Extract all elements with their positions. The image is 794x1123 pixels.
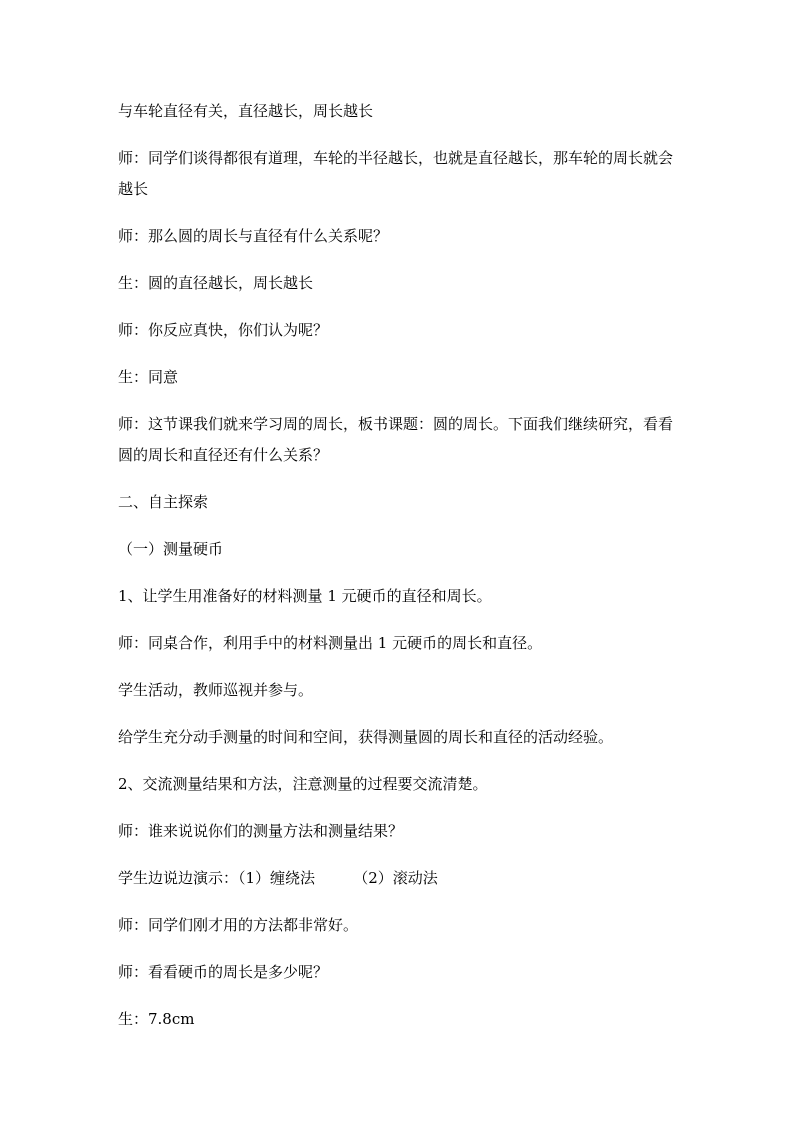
document-body [118,96,683,1051]
paragraph-text: 学生边说边演示：（1）缠绕法 （2）滚动法 [118,869,438,887]
paragraph-text: 师：同桌合作，利用手中的材料测量出 1 元硬币的周长和直径。 [118,634,543,652]
paragraph-text: 师：你反应真快，你们认为呢？ [118,321,329,339]
paragraph-text: 师：看看硬币的周长是多少呢？ [118,963,329,981]
paragraph-text: 学生活动，教师巡视并参与。 [118,681,314,699]
paragraph-text: 师：同学们刚才用的方法都非常好。 [118,916,359,934]
paragraph-text: 给学生充分动手测量的时间和空间，获得测量圆的周长和直径的活动经验。 [118,728,614,746]
paragraph-text: 师：谁来说说你们的测量方法和测量结果？ [118,822,404,840]
paragraph-text: 生：同意 [118,368,179,386]
paragraph-text: 师：同学们谈得都很有道理，车轮的半径越长，也就是直径越长，那车轮的周长就会越长 [118,149,674,198]
subsection-heading: （一）测量硬币 [118,540,224,558]
paragraph-text: 2、交流测量结果和方法，注意测量的过程要交流清楚。 [118,775,488,793]
section-heading: 二、自主探索 [118,493,209,511]
paragraph-text: 1、让学生用准备好的材料测量 1 元硬币的直径和周长。 [118,587,492,605]
paragraph-text: 生：圆的直径越长，周长越长 [118,274,314,292]
paragraph-text: 与车轮直径有关，直径越长，周长越长 [118,102,374,120]
paragraph-text: 生：7.8cm [118,1010,195,1028]
paragraph-text: 师：那么圆的周长与直径有什么关系呢？ [118,227,389,245]
paragraph-text: 师：这节课我们就来学习周的周长，板书课题：圆的周长。下面我们继续研究，看看圆的周长和直径还有什么关系？ [118,415,674,464]
